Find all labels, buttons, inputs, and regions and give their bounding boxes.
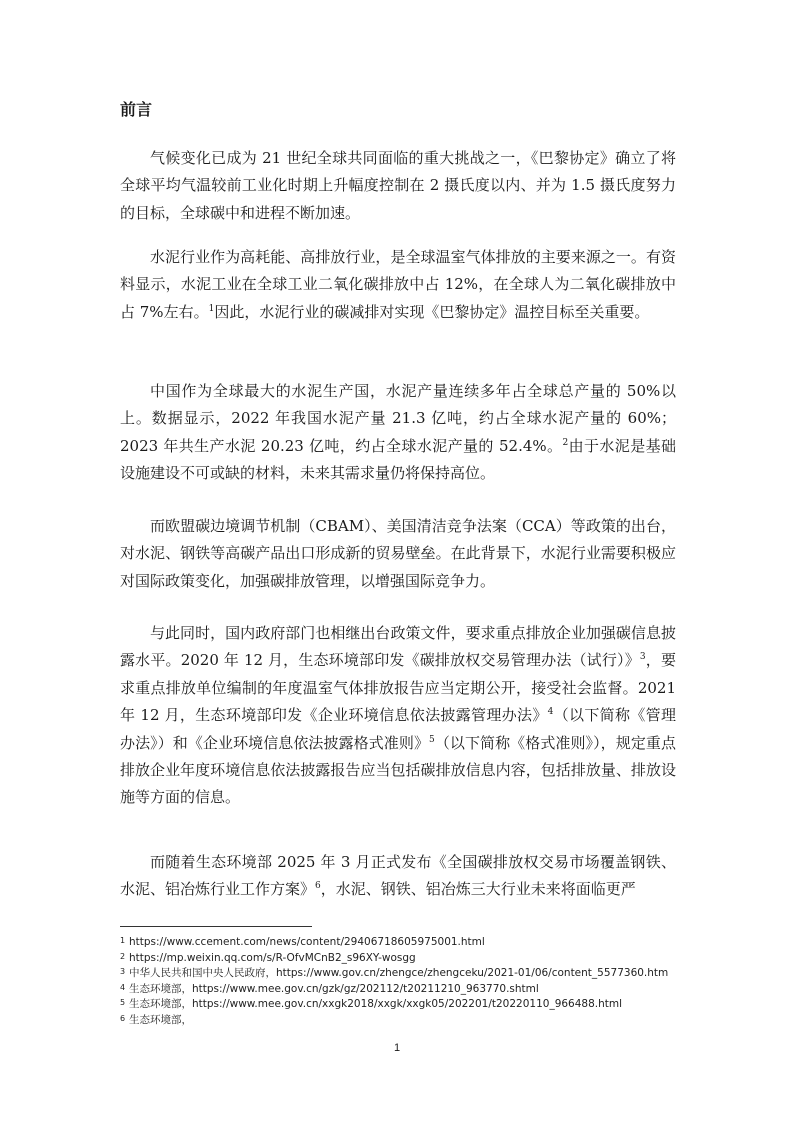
paragraph-text: 而随着生态环境部 2025 年 3 月正式发布《全国碳排放权交易市场覆盖钢铁、水泥、铝冶炼行业工作方案》 bbox=[120, 853, 676, 899]
footnotes bbox=[120, 934, 680, 1028]
footnote-number: 3 bbox=[120, 967, 126, 977]
footnote-number: 6 bbox=[120, 1013, 126, 1023]
footnote-item bbox=[120, 950, 680, 966]
footnote-item bbox=[120, 1012, 680, 1028]
footnote-number: 5 bbox=[120, 998, 126, 1008]
paragraph-text: （以下简称《格式准则》），规定重点排放企业年度环境信息依法披露报告应当包括碳排放信息内容，包括排放量、排放设施等方面的信息。 bbox=[120, 733, 676, 807]
footnote-ref[interactable]: 1 bbox=[208, 303, 215, 314]
paragraph-2 bbox=[120, 244, 676, 326]
paragraph-text: 由于水泥是基础设施建设不可或缺的材料，未来其需求量仍将保持高位。 bbox=[120, 436, 676, 483]
section-heading: 前言 bbox=[120, 100, 153, 119]
footnote-ref[interactable]: 4 bbox=[547, 707, 554, 718]
footnote-item bbox=[120, 965, 680, 981]
paragraph-text: ，要求重点排放单位编制的年度温室气体排放报告应当定期公开，接受社会监督。2021 年 12 月，生态环境部印发《企业环境信息依法披露管理办法》 bbox=[120, 651, 676, 725]
paragraph-text: （以下简称《管理办法》）和《企业环境信息依法披露格式准则》 bbox=[120, 706, 676, 752]
paragraph-text: 水泥行业作为高耗能、高排放行业，是全球温室气体排放的主要来源之一。有资料显示，水泥工业在全球工业二氧化碳排放中占 12%，在全球人为二氧化碳排放中占 7%左右。 bbox=[120, 248, 676, 321]
paragraph-1 bbox=[120, 145, 676, 227]
footnote-ref[interactable]: 3 bbox=[639, 652, 646, 663]
footnote-text[interactable]: 中华人民共和国中央人民政府，https://www.gov.cn/zhengce/zhengceku/2021-01/06/content_5577360.htm bbox=[129, 967, 669, 980]
footnote-text: 生态环境部， bbox=[129, 1013, 192, 1026]
footnote-item bbox=[120, 934, 680, 950]
footnote-text[interactable]: 生态环境部，https://www.mee.gov.cn/xxgk2018/xxgk/xxgk05/202201/t20220110_966488.html bbox=[129, 998, 623, 1011]
footnote-text[interactable]: https://mp.weixin.qq.com/s/R-OfvMCnB2_s96XY-wosgg bbox=[129, 951, 416, 964]
paragraph-6 bbox=[120, 849, 676, 904]
paragraph-3 bbox=[120, 378, 676, 488]
paragraph-text: 气候变化已成为 21 世纪全球共同面临的重大挑战之一，《巴黎协定》确立了将全球平均气温较前工业化时期上升幅度控制在 2 摄氏度以内、并为 1.5 摄氏度努力的目标，全球碳中和进程不断加速。 bbox=[120, 149, 676, 222]
page-number: 1 bbox=[393, 1042, 401, 1054]
footnote-ref[interactable]: 6 bbox=[315, 881, 321, 892]
paragraph-5 bbox=[120, 620, 676, 812]
footnote-ref[interactable]: 5 bbox=[429, 734, 435, 745]
paragraph-text: 因此，水泥行业的碳减排对实现《巴黎协定》温控目标至关重要。 bbox=[214, 302, 650, 321]
paragraph-text: 中国作为全球最大的水泥生产国，水泥产量连续多年占全球总产量的 50%以上。数据显示，2022 年我国水泥产量 21.3 亿吨，约占全球水泥产量的 60%；2023 年共生产水泥 20.23 亿吨，约占全球水泥产量的 52.4%。 bbox=[120, 382, 676, 455]
paragraph-text: 而欧盟碳边境调节机制（CBAM）、美国清洁竞争法案（CCA）等政策的出台，对水泥、钢铁等高碳产品出口形成新的贸易壁垒。在此背景下，水泥行业需要积极应对国际政策变化，加强碳排放管理，以增强国际竞争力。 bbox=[120, 517, 676, 590]
paragraph-text: 与此同时，国内政府部门也相继出台政策文件，要求重点排放企业加强碳信息披露水平。2020 年 12 月，生态环境部印发《碳排放权交易管理办法（试行）》 bbox=[120, 624, 676, 670]
footnote-ref[interactable]: 2 bbox=[562, 437, 569, 448]
footnote-text[interactable]: 生态环境部，https://www.mee.gov.cn/gzk/gz/202112/t20211210_963770.shtml bbox=[129, 982, 539, 995]
paragraph-4 bbox=[120, 513, 676, 595]
footnote-item bbox=[120, 981, 680, 997]
footnote-item bbox=[120, 996, 680, 1012]
paragraph-text: ，水泥、钢铁、铝冶炼三大行业未来将面临更严 bbox=[320, 880, 636, 899]
footnote-text[interactable]: https://www.ccement.com/news/content/29406718605975001.html bbox=[129, 936, 485, 948]
footnote-divider bbox=[120, 926, 312, 927]
footnote-number: 2 bbox=[120, 951, 126, 961]
footnote-number: 1 bbox=[120, 936, 126, 945]
footnote-number: 4 bbox=[120, 982, 126, 992]
